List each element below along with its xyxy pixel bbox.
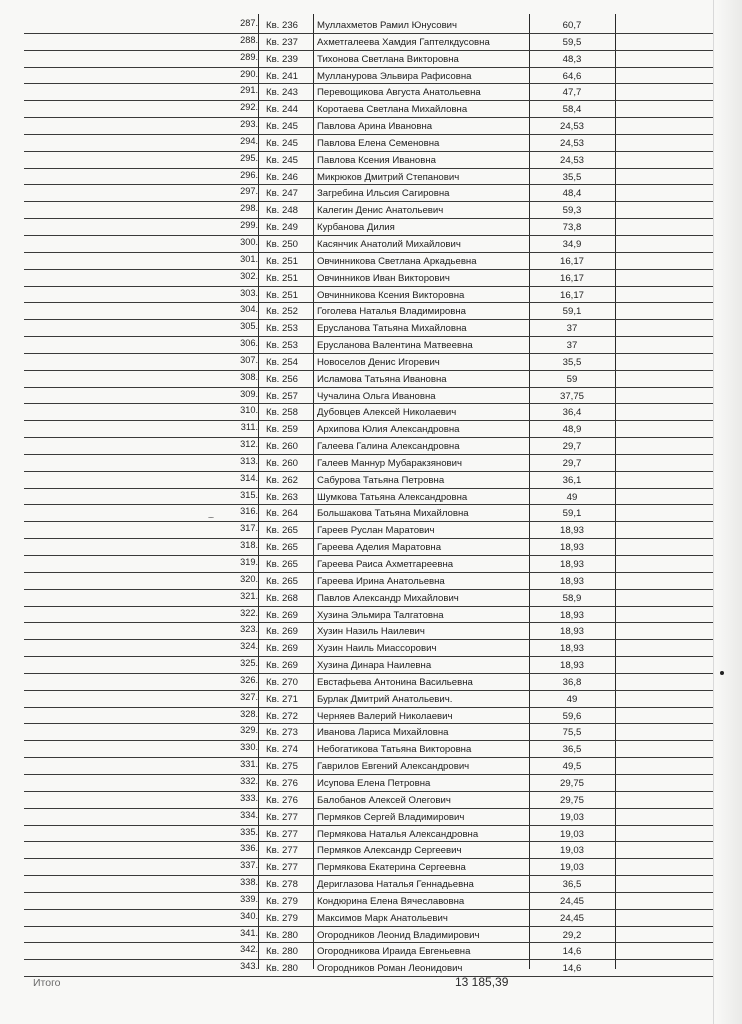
- row-number: 341.: [240, 927, 258, 938]
- row-number: 313.: [240, 455, 258, 466]
- row-number: 299.: [240, 220, 258, 231]
- owner-name-cell: Максимов Марк Анатольевич: [317, 912, 448, 924]
- row-number: 334.: [240, 809, 258, 820]
- owner-name-cell: Гареева Ирина Анатольевна: [317, 575, 445, 587]
- apartment-cell: Кв. 246: [266, 171, 299, 183]
- area-cell: 37,75: [559, 390, 584, 402]
- owners-table: [24, 17, 713, 977]
- apartment-cell: Кв. 271: [266, 693, 299, 705]
- apartment-cell: Кв. 272: [266, 710, 299, 722]
- table-row: [24, 152, 713, 169]
- apartment-cell: Кв. 236: [266, 20, 299, 31]
- owner-name-cell: Гаврилов Евгений Александрович: [317, 761, 470, 773]
- row-number: 292.: [240, 102, 258, 113]
- apartment-cell: Кв. 275: [266, 761, 299, 773]
- owner-name-cell: Овчинников Иван Викторович: [317, 272, 450, 284]
- apartment-cell: Кв. 277: [266, 845, 299, 857]
- owner-name-cell: Архипова Юлия Александровна: [317, 424, 460, 436]
- owner-name-cell: Небогатикова Татьяна Викторовна: [317, 744, 472, 756]
- apartment-cell: Кв. 257: [266, 390, 299, 402]
- apartment-cell: Кв. 258: [266, 407, 299, 419]
- apartment-cell: Кв. 280: [266, 929, 299, 941]
- owner-name-cell: Хузин Наиль Миассорович: [317, 643, 437, 655]
- owner-name-cell: Курбанова Дилия: [317, 222, 395, 234]
- owner-name-cell: Исупова Елена Петровна: [317, 777, 431, 789]
- area-cell: 24,45: [559, 912, 584, 924]
- table-row: [24, 101, 713, 118]
- apartment-cell: Кв. 268: [266, 592, 299, 604]
- table-row: [24, 270, 713, 287]
- owner-name-cell: Дубовцев Алексей Николаевич: [317, 407, 457, 419]
- apartment-cell: Кв. 239: [266, 53, 299, 65]
- row-number: 295.: [240, 152, 258, 163]
- owner-name-cell: Кондюрина Елена Вячеславовна: [317, 895, 465, 907]
- apartment-cell: Кв. 237: [266, 36, 299, 48]
- apartment-cell: Кв. 276: [266, 777, 299, 789]
- row-number: 300.: [240, 236, 258, 247]
- area-cell: 19,03: [559, 811, 584, 823]
- area-cell: 35,5: [562, 356, 582, 368]
- total-label: Итого: [33, 977, 61, 989]
- row-number: 290.: [240, 68, 258, 79]
- apartment-cell: Кв. 244: [266, 104, 299, 116]
- area-cell: 18,93: [559, 609, 584, 621]
- area-cell: 75,5: [562, 727, 582, 739]
- table-row: [24, 691, 713, 708]
- area-cell: 36,4: [562, 407, 582, 419]
- row-number: 330.: [240, 742, 258, 753]
- owner-name-cell: Галеев Маннур Мубаракзянович: [317, 457, 463, 469]
- owner-name-cell: Шумкова Татьяна Александровна: [317, 491, 468, 503]
- owner-name-cell: Пермяков Сергей Владимирович: [317, 811, 465, 823]
- row-number: 305.: [240, 321, 258, 332]
- table-row: [24, 623, 713, 640]
- apartment-cell: Кв. 265: [266, 542, 299, 554]
- table-row: [24, 253, 713, 270]
- table-row: [24, 34, 713, 51]
- apartment-cell: Кв. 277: [266, 811, 299, 823]
- table-row: [24, 657, 713, 674]
- apartment-cell: Кв. 252: [266, 306, 299, 318]
- table-row: [24, 674, 713, 691]
- owner-name-cell: Балобанов Алексей Олегович: [317, 794, 451, 806]
- row-number: 331.: [240, 759, 258, 770]
- page-edge-shadow: [716, 0, 742, 1024]
- apartment-cell: Кв. 247: [266, 188, 299, 200]
- table-row: [24, 640, 713, 657]
- table-row: [24, 775, 713, 792]
- table-row: [24, 51, 713, 68]
- row-number: 309.: [240, 388, 258, 399]
- apartment-cell: Кв. 269: [266, 609, 299, 621]
- area-cell: 14,6: [562, 963, 582, 975]
- table-row: [24, 354, 713, 371]
- owner-name-cell: Чучалина Ольга Ивановна: [317, 390, 436, 402]
- area-cell: 59,5: [562, 36, 582, 48]
- table-row: [24, 590, 713, 607]
- owner-name-cell: Ерусланова Татьяна Михайловна: [317, 323, 467, 335]
- apartment-cell: Кв. 276: [266, 794, 299, 806]
- row-number: 328.: [240, 708, 258, 719]
- owner-name-cell: Павлова Елена Семеновна: [317, 137, 440, 149]
- area-cell: 59,3: [562, 205, 582, 217]
- area-cell: 36,5: [562, 744, 582, 756]
- row-number: 315.: [240, 489, 258, 500]
- table-row: [24, 960, 713, 977]
- area-cell: 36,1: [562, 474, 582, 486]
- row-number: 291.: [240, 85, 258, 96]
- row-number: 324.: [240, 641, 258, 652]
- table-row: [24, 556, 713, 573]
- apartment-cell: Кв. 251: [266, 272, 299, 284]
- owner-name-cell: Хузина Эльмира Талгатовна: [317, 609, 444, 621]
- table-row: [24, 741, 713, 758]
- row-number: 298.: [240, 203, 258, 214]
- owner-name-cell: Гареева Аделия Маратовна: [317, 542, 442, 554]
- apartment-cell: Кв. 251: [266, 255, 299, 267]
- apartment-cell: Кв. 274: [266, 744, 299, 756]
- apartment-cell: Кв. 245: [266, 154, 299, 166]
- owner-name-cell: Гареев Руслан Маратович: [317, 525, 435, 537]
- owner-name-cell: Загребина Ильсия Сагировна: [317, 188, 450, 200]
- owner-name-cell: Пермякова Наталья Александровна: [317, 828, 479, 840]
- table-row: [24, 792, 713, 809]
- owner-name-cell: Новоселов Денис Игоревич: [317, 356, 440, 368]
- table-row: [24, 842, 713, 859]
- table-row: [24, 539, 713, 556]
- table-row: [24, 320, 713, 337]
- area-cell: 47,7: [562, 87, 582, 99]
- owner-name-cell: Исламова Татьяна Ивановна: [317, 373, 447, 385]
- table-row: [24, 84, 713, 101]
- area-cell: 29,7: [562, 457, 582, 469]
- owner-name-cell: Гареева Раиса Ахметгареевна: [317, 559, 454, 570]
- apartment-cell: Кв. 260: [266, 441, 299, 453]
- area-cell: 24,53: [559, 154, 584, 166]
- owner-name-cell: Мулланурова Эльвира Рафисовна: [317, 70, 472, 82]
- apartment-cell: Кв. 280: [266, 946, 299, 958]
- table-row: [24, 893, 713, 910]
- table-row: [24, 236, 713, 253]
- table-row: [24, 17, 713, 34]
- apartment-cell: Кв. 245: [266, 137, 299, 149]
- owner-name-cell: Тихонова Светлана Викторовна: [317, 53, 459, 65]
- row-number: 322.: [240, 607, 258, 618]
- table-row: [24, 724, 713, 741]
- area-cell: 24,45: [559, 895, 584, 907]
- area-cell: 59: [566, 373, 578, 385]
- table-row: [24, 371, 713, 388]
- apartment-cell: Кв. 262: [266, 474, 299, 486]
- apartment-cell: Кв. 278: [266, 879, 299, 891]
- owner-name-cell: Галеева Галина Александровна: [317, 441, 460, 453]
- table-row: [24, 287, 713, 304]
- row-number: 327.: [240, 691, 258, 702]
- area-cell: 37: [566, 340, 578, 352]
- owner-name-cell: Черняев Валерий Николаевич: [317, 710, 453, 722]
- row-number: 317.: [240, 523, 258, 534]
- apartment-cell: Кв. 277: [266, 862, 299, 874]
- area-cell: 18,93: [559, 542, 584, 554]
- table-row: [24, 337, 713, 354]
- apartment-cell: Кв. 243: [266, 87, 299, 99]
- row-number: 314.: [240, 472, 258, 483]
- owner-name-cell: Огородников Роман Леонидович: [317, 963, 463, 975]
- apartment-cell: Кв. 265: [266, 559, 299, 570]
- table-row: [24, 809, 713, 826]
- area-cell: 59,6: [562, 710, 582, 722]
- area-cell: 73,8: [562, 222, 582, 234]
- row-number: 304.: [240, 304, 258, 315]
- table-row: [24, 404, 713, 421]
- area-cell: 24,53: [559, 137, 584, 149]
- row-number: 333.: [240, 792, 258, 803]
- owner-name-cell: Павлова Ксения Ивановна: [317, 154, 436, 166]
- table-row: [24, 118, 713, 135]
- area-cell: 48,9: [562, 424, 582, 436]
- row-number: 323.: [240, 624, 258, 635]
- row-number: 297.: [240, 186, 258, 197]
- area-cell: 19,03: [559, 862, 584, 874]
- owner-name-cell: Иванова Лариса Михайловна: [317, 727, 449, 739]
- table-row: [24, 455, 713, 472]
- table-row: [24, 708, 713, 725]
- apartment-cell: Кв. 263: [266, 491, 299, 503]
- area-cell: 29,7: [562, 441, 582, 453]
- table-row: [24, 135, 713, 152]
- area-cell: 48,3: [562, 53, 582, 65]
- owner-name-cell: Пермяков Александр Сергеевич: [317, 845, 462, 857]
- area-cell: 64,6: [562, 70, 582, 82]
- area-cell: 29,75: [559, 777, 584, 789]
- apartment-cell: Кв. 250: [266, 238, 299, 250]
- row-number: 337.: [240, 860, 258, 871]
- row-number: 288.: [240, 34, 258, 45]
- apartment-cell: Кв. 256: [266, 373, 299, 385]
- row-number: 294.: [240, 135, 258, 146]
- area-cell: 49,5: [562, 761, 582, 773]
- table-row: [24, 388, 713, 405]
- row-number: 311.: [240, 422, 258, 433]
- apartment-cell: Кв. 264: [266, 508, 299, 520]
- apartment-cell: Кв. 248: [266, 205, 299, 217]
- owner-name-cell: Гоголева Наталья Владимировна: [317, 306, 467, 318]
- apartment-cell: Кв. 270: [266, 676, 299, 688]
- apartment-cell: Кв. 241: [266, 70, 299, 82]
- table-row: [24, 169, 713, 186]
- row-number: 325.: [240, 658, 258, 669]
- area-cell: 60,7: [562, 20, 582, 31]
- table-row: [24, 438, 713, 455]
- table-row: [24, 421, 713, 438]
- row-number: 320.: [240, 573, 258, 584]
- table-row: [24, 826, 713, 843]
- owner-name-cell: Овчинникова Ксения Викторовна: [317, 289, 465, 301]
- scan-speck: [208, 517, 214, 518]
- row-number: 336.: [240, 843, 258, 854]
- area-cell: 29,2: [562, 929, 582, 941]
- area-cell: 29,75: [559, 794, 584, 806]
- row-number: 289.: [240, 51, 258, 62]
- apartment-cell: Кв. 265: [266, 575, 299, 587]
- area-cell: 19,03: [559, 845, 584, 857]
- area-cell: 36,8: [562, 676, 582, 688]
- apartment-cell: Кв. 280: [266, 963, 299, 975]
- owner-name-cell: Калегин Денис Анатольевич: [317, 205, 444, 217]
- area-cell: 59,1: [562, 306, 582, 318]
- row-number: 318.: [240, 540, 258, 551]
- owner-name-cell: Павлова Арина Ивановна: [317, 121, 433, 133]
- row-number: 316.: [240, 506, 258, 517]
- owner-name-cell: Коротаева Светлана Михайловна: [317, 104, 468, 116]
- row-number: 319.: [240, 557, 258, 567]
- area-cell: 18,93: [559, 626, 584, 638]
- area-cell: 18,93: [559, 575, 584, 587]
- apartment-cell: Кв. 269: [266, 660, 299, 672]
- apartment-cell: Кв. 277: [266, 828, 299, 840]
- table-row: [24, 859, 713, 876]
- scan-speck: [720, 671, 724, 675]
- area-cell: 37: [566, 323, 578, 335]
- table-row: [24, 202, 713, 219]
- owner-name-cell: Павлов Александр Михайлович: [317, 592, 459, 604]
- row-number: 321.: [240, 590, 258, 601]
- owner-name-cell: Ахметгалеева Хамдия Гаптелкдусовна: [317, 36, 490, 48]
- table-row: [24, 472, 713, 489]
- apartment-cell: Кв. 259: [266, 424, 299, 436]
- row-number: 308.: [240, 371, 258, 382]
- owner-name-cell: Евстафьева Антонина Васильевна: [317, 676, 473, 688]
- apartment-cell: Кв. 279: [266, 912, 299, 924]
- apartment-cell: Кв. 260: [266, 457, 299, 469]
- owner-name-cell: Касянчик Анатолий Михайлович: [317, 238, 461, 250]
- owner-name-cell: Хузина Динара Наилевна: [317, 660, 432, 672]
- area-cell: 18,93: [559, 559, 584, 570]
- table-row: [24, 185, 713, 202]
- apartment-cell: Кв. 269: [266, 643, 299, 655]
- page-edge-line: [713, 0, 714, 1024]
- row-number: 312.: [240, 439, 258, 450]
- owner-name-cell: Хузин Назиль Наилевич: [317, 626, 425, 638]
- area-cell: 35,5: [562, 171, 582, 183]
- area-cell: 16,17: [559, 289, 584, 301]
- table-row: [24, 489, 713, 506]
- row-number: 329.: [240, 725, 258, 736]
- apartment-cell: Кв. 251: [266, 289, 299, 301]
- area-cell: 24,53: [559, 121, 584, 133]
- area-cell: 58,4: [562, 104, 582, 116]
- apartment-cell: Кв. 249: [266, 222, 299, 234]
- apartment-cell: Кв. 245: [266, 121, 299, 133]
- row-number: 335.: [240, 826, 258, 837]
- area-cell: 19,03: [559, 828, 584, 840]
- area-cell: 16,17: [559, 272, 584, 284]
- area-cell: 34,9: [562, 238, 582, 250]
- area-cell: 36,5: [562, 879, 582, 891]
- row-number: 340.: [240, 910, 258, 921]
- row-number: 332.: [240, 775, 258, 786]
- row-number: 296.: [240, 169, 258, 180]
- owner-name-cell: Ерусланова Валентина Матвеевна: [317, 340, 473, 352]
- table-row: [24, 927, 713, 944]
- area-cell: 18,93: [559, 643, 584, 655]
- owner-name-cell: Бурлак Дмитрий Анатольевич.: [317, 693, 453, 705]
- table-row: [24, 607, 713, 624]
- apartment-cell: Кв. 253: [266, 340, 299, 352]
- table-row: [24, 522, 713, 539]
- area-cell: 18,93: [559, 525, 584, 537]
- row-number: 339.: [240, 893, 258, 904]
- apartment-cell: Кв. 265: [266, 525, 299, 537]
- row-number: 342.: [240, 944, 258, 955]
- row-number: 287.: [240, 18, 258, 28]
- row-number: 338.: [240, 877, 258, 888]
- area-cell: 16,17: [559, 255, 584, 267]
- table-row: [24, 505, 713, 522]
- owner-name-cell: Муллахметов Рамил Юнусович: [317, 20, 458, 31]
- row-number: 307.: [240, 354, 258, 365]
- row-number: 310.: [240, 405, 258, 416]
- table-row: [24, 876, 713, 893]
- row-number: 343.: [240, 961, 258, 972]
- table-row: [24, 910, 713, 927]
- area-cell: 58,9: [562, 592, 582, 604]
- table-row: [24, 758, 713, 775]
- apartment-cell: Кв. 253: [266, 323, 299, 335]
- area-cell: 49: [566, 491, 578, 503]
- table-row: [24, 219, 713, 236]
- owner-name-cell: Перевощикова Августа Анатольевна: [317, 87, 481, 99]
- row-number: 293.: [240, 119, 258, 130]
- row-number: 301.: [240, 253, 258, 264]
- owner-name-cell: Микрюков Дмитрий Степанович: [317, 171, 460, 183]
- row-number: 306.: [240, 338, 258, 349]
- row-number: 326.: [240, 674, 258, 685]
- owner-name-cell: Огородников Леонид Владимирович: [317, 929, 480, 941]
- owner-name-cell: Пермякова Екатерина Сергеевна: [317, 862, 466, 874]
- row-number: 303.: [240, 287, 258, 298]
- row-number: 302.: [240, 270, 258, 281]
- table-row: [24, 573, 713, 590]
- area-cell: 49: [566, 693, 578, 705]
- area-cell: 14,6: [562, 946, 582, 958]
- owner-name-cell: Огородникова Ираида Евгеньевна: [317, 946, 471, 958]
- apartment-cell: Кв. 279: [266, 895, 299, 907]
- owner-name-cell: Большакова Татьяна Михайловна: [317, 508, 469, 520]
- area-cell: 59,1: [562, 508, 582, 520]
- apartment-cell: Кв. 254: [266, 356, 299, 368]
- owner-name-cell: Сабурова Татьяна Петровна: [317, 474, 445, 486]
- table-row: [24, 68, 713, 85]
- owner-name-cell: Овчинникова Светлана Аркадьевна: [317, 255, 477, 267]
- owner-name-cell: Дериглазова Наталья Геннадьевна: [317, 879, 474, 891]
- total-value: 13 185,39: [455, 975, 509, 989]
- apartment-cell: Кв. 273: [266, 727, 299, 739]
- area-cell: 48,4: [562, 188, 582, 200]
- apartment-cell: Кв. 269: [266, 626, 299, 638]
- table-row: [24, 303, 713, 320]
- table-row: [24, 943, 713, 960]
- area-cell: 18,93: [559, 660, 584, 672]
